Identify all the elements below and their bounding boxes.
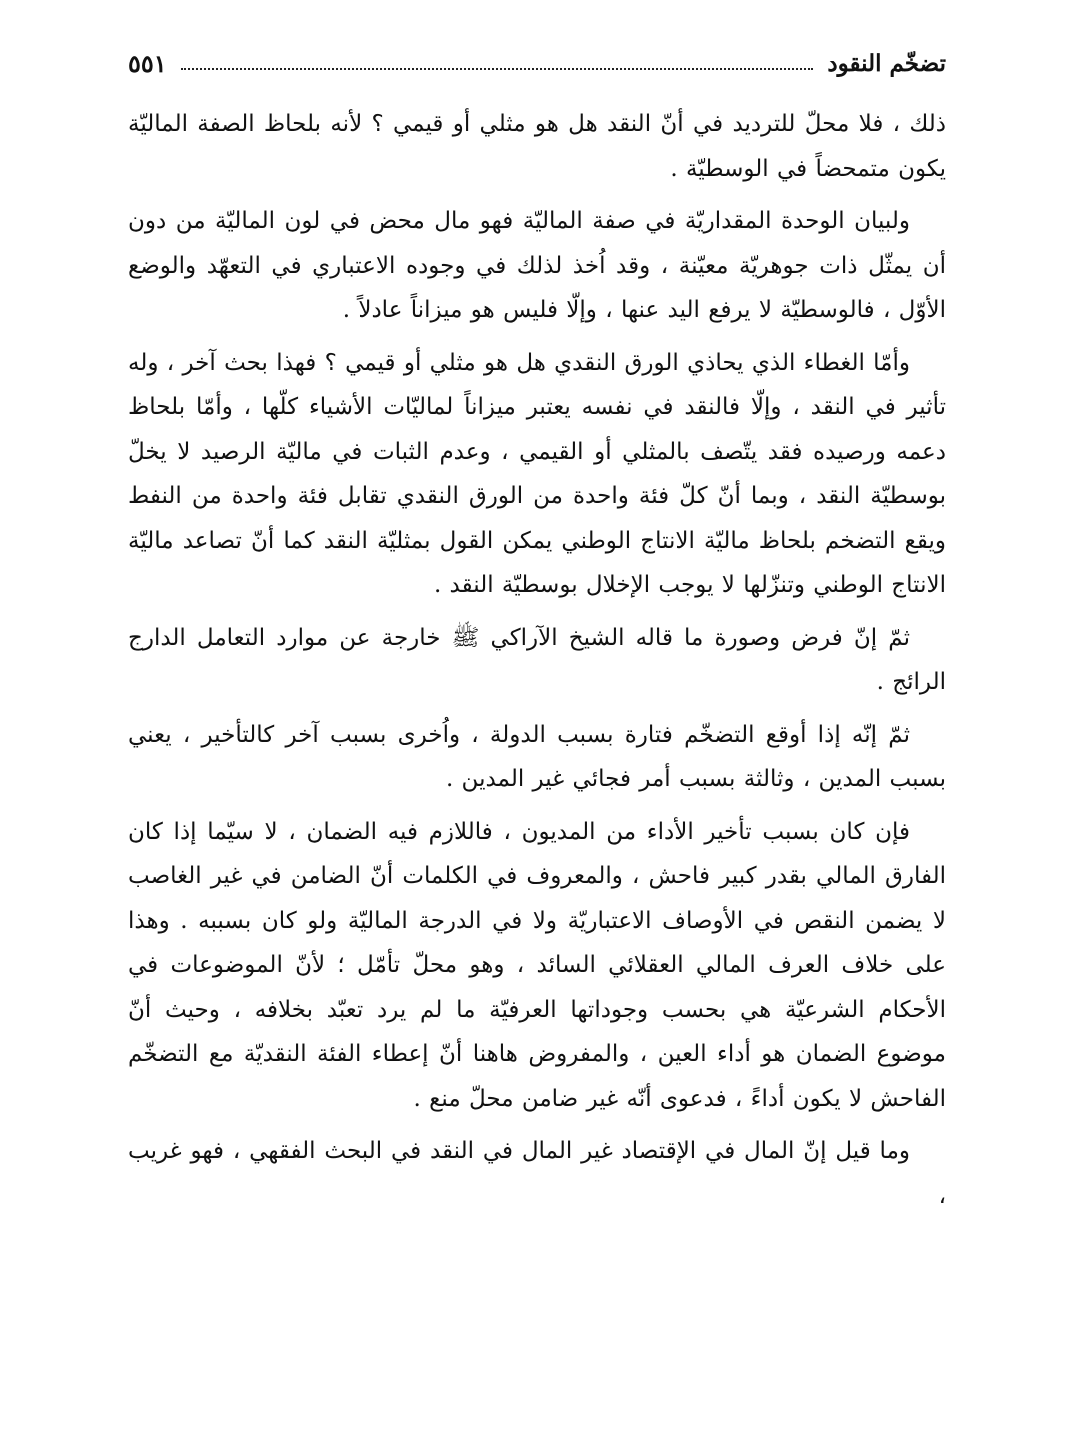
paragraph-3: وأمّا الغطاء الذي يحاذي الورق النقدي هل هو مثلي أو قيمي ؟ فهذا بحث آخر ، وله تأثير في النقد ، وإلّا فالنقد في نفسه يعتبر ميزاناً لماليّات الأشياء كلّها ، وأمّا بلحاظ دعمه ورصيده فقد يتّصف بالمثلي أو القيمي ، وعدم الثبات في ماليّة الرصيد لا يخلّ بوسطيّة النقد ، وبما أنّ كلّ فئة واحدة من الورق النقدي تقابل فئة واحدة من النفط ويقع التضخم بلحاظ ماليّة الانتاج الوطني يمكن القول بمثليّة النقد كما أنّ تصاعد ماليّة الانتاج الوطني وتنزّلها لا يوجب الإخلال بوسطيّة النقد . bbox=[127, 349, 946, 598]
paragraph-4: ثمّ إنّ فرض وصورة ما قاله الشيخ الآراكي ﷺ خارجة عن موارد التعامل الدارج الرائج . bbox=[128, 624, 946, 695]
paragraph-5: ثمّ إنّه إذا أوقع التضخّم فتارة بسبب الدولة ، واُخرى بسبب آخر كالتأخير ، يعني بسبب المدين ، وثالثة بسبب أمر فجائي غير المدين . bbox=[128, 721, 946, 792]
book-page bbox=[128, 40, 946, 1420]
paragraph-2: ولبيان الوحدة المقداريّة في صفة الماليّة فهو مال محض في لون الماليّة من دون أن يمثّل ذات جوهريّة معيّنة ، وقد اُخذ لذلك في وجوده الاعتباري في التعهّد والوضع الأوّل ، فالوسطيّة لا يرفع اليد عنها ، وإلّا فليس هو ميزاناً عادلاً . bbox=[128, 208, 946, 323]
paragraph-6: فإن كان بسبب تأخير الأداء من المديون ، فاللازم فيه الضمان ، لا سيّما إذا كان الفارق المالي بقدر كبير فاحش ، والمعروف في الكلمات أنّ الضامن في غير الغاصب لا يضمن النقص في الأوصاف الاعتباريّة ولا في الدرجة الماليّة ولو كان بسببه . وهذا على خلاف العرف المالي العقلائي السائد ، وهو محلّ تأمّل ؛ لأنّ الموضوعات في الأحكام الشرعيّة هي بحسب وجوداتها العرفيّة ما لم يرد تعبّد بخلافه ، وحيث أنّ موضوع الضمان هو أداء العين ، والمفروض هاهنا أنّ إعطاء الفئة النقديّة مع التضخّم الفاحش لا يكون أداءً ، فدعوى أنّه غير ضامن محلّ منع . bbox=[128, 818, 946, 1112]
paragraph-7: وما قيل إنّ المال في الإقتصاد غير المال في النقد في البحث الفقهي ، فهو غريب ، bbox=[128, 1138, 946, 1209]
page-number: ٥٥١ bbox=[128, 48, 167, 78]
header-dotted-leader bbox=[181, 68, 814, 70]
running-header bbox=[128, 40, 946, 86]
paragraph-1: ذلك ، فلا محلّ للترديد في أنّ النقد هل هو مثلي أو قيمي ؟ لأنه بلحاظ الصفة الماليّة يكون متمحضاً في الوسطيّة . bbox=[128, 111, 946, 182]
running-title: تضخّم النقود bbox=[827, 49, 946, 77]
body-text bbox=[128, 102, 946, 1218]
